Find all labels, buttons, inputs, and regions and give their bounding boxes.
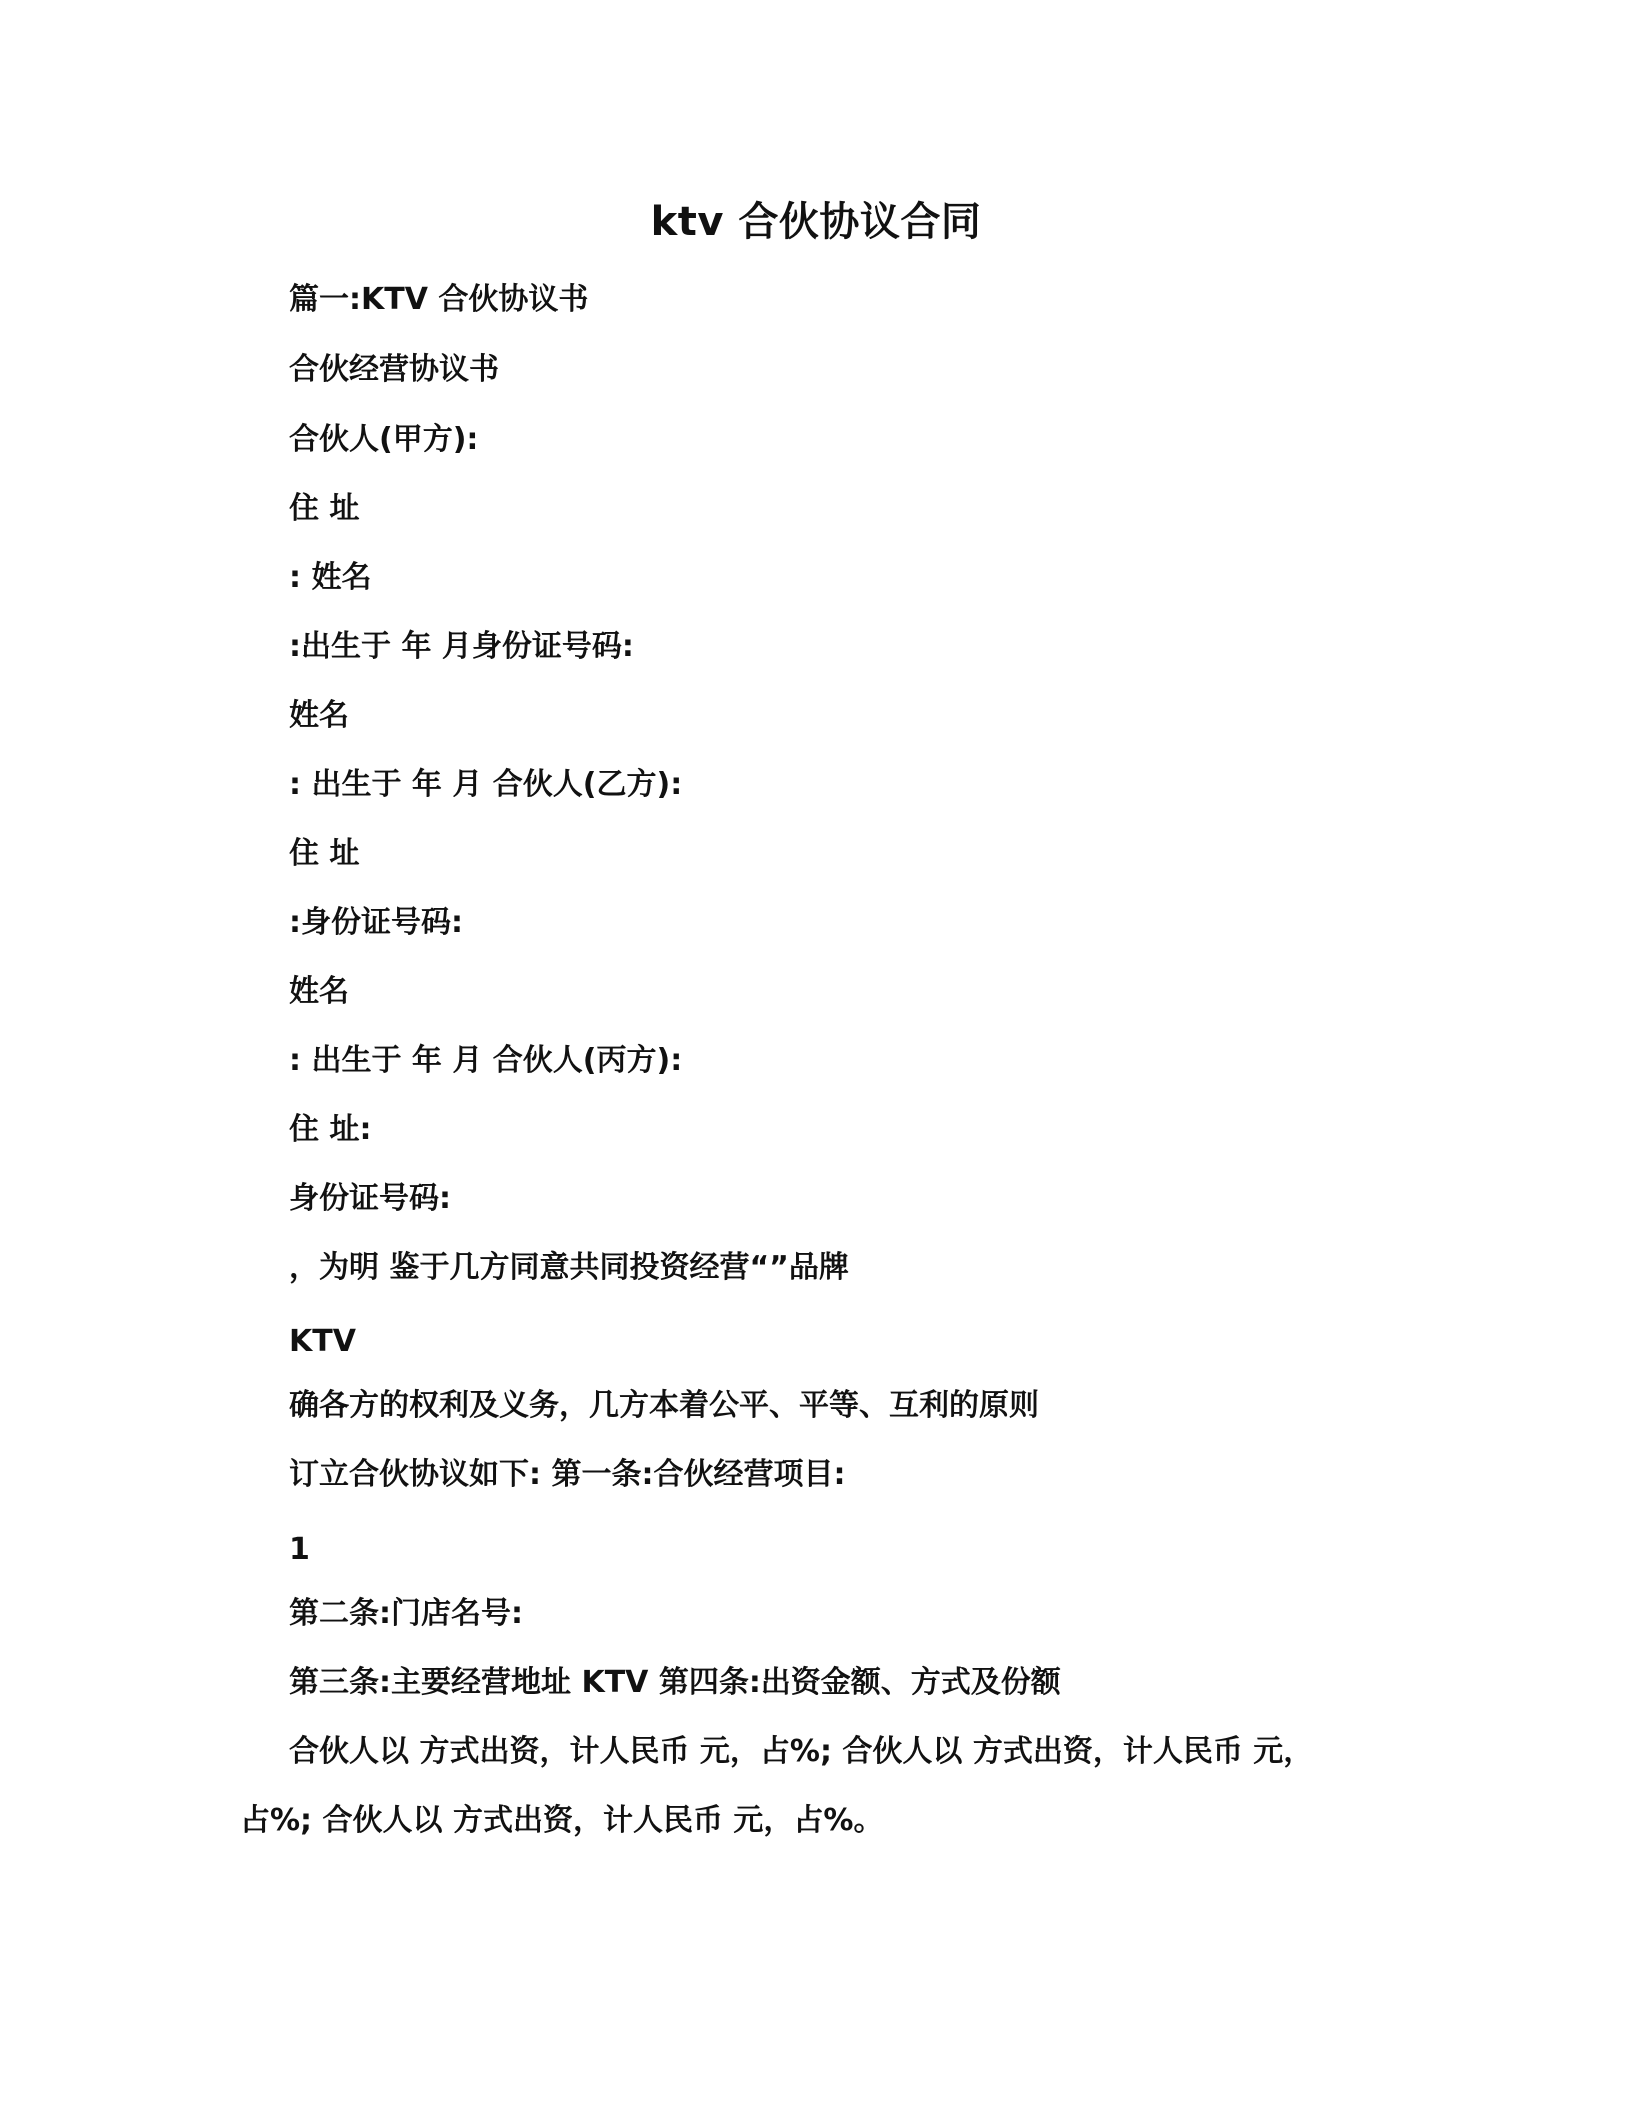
article-3-4: 第三条:主要经营地址 KTV 第四条:出资金额、方式及份额 — [289, 1665, 1061, 1700]
party-a-label: 合伙人(甲方): — [289, 422, 479, 457]
name-label: : 姓名 — [289, 560, 372, 595]
address-label: 住 址 — [289, 836, 360, 871]
name-label: 姓名 — [289, 698, 349, 733]
id-number-label: 身份证号码: — [289, 1181, 451, 1216]
brand-label: KTV — [289, 1324, 356, 1359]
birth-id-label: :出生于 年 月身份证号码: — [289, 629, 634, 664]
capital-paragraph-cont: 占%; 合伙人以 方式出资，计人民币 元，占%。 — [240, 1803, 884, 1838]
capital-paragraph: 合伙人以 方式出资，计人民币 元，占%; 合伙人以 方式出资，计人民币 元， — [289, 1734, 1314, 1769]
document-title: ktv 合伙协议合同 — [650, 199, 982, 245]
name-label: 姓名 — [289, 974, 349, 1009]
birth-party-b-label: : 出生于 年 月 合伙人(乙方): — [289, 767, 683, 802]
article-1-item: 1 — [289, 1532, 310, 1567]
doc-subtitle: 合伙经营协议书 — [289, 352, 499, 387]
id-number-label: :身份证号码: — [289, 905, 463, 940]
birth-party-c-label: : 出生于 年 月 合伙人(丙方): — [289, 1043, 683, 1078]
section-heading: 篇一:KTV 合伙协议书 — [289, 282, 589, 317]
principle-text: 确各方的权利及义务，几方本着公平、平等、互利的原则 — [289, 1388, 1039, 1423]
address-label: 住 址 — [289, 491, 360, 526]
article-1: 订立合伙协议如下: 第一条:合伙经营项目: — [289, 1457, 846, 1492]
address-label: 住 址: — [289, 1112, 372, 1147]
article-2: 第二条:门店名号: — [289, 1596, 523, 1631]
agreement-preamble: ，为明 鉴于几方同意共同投资经营“”品牌 — [289, 1250, 849, 1285]
